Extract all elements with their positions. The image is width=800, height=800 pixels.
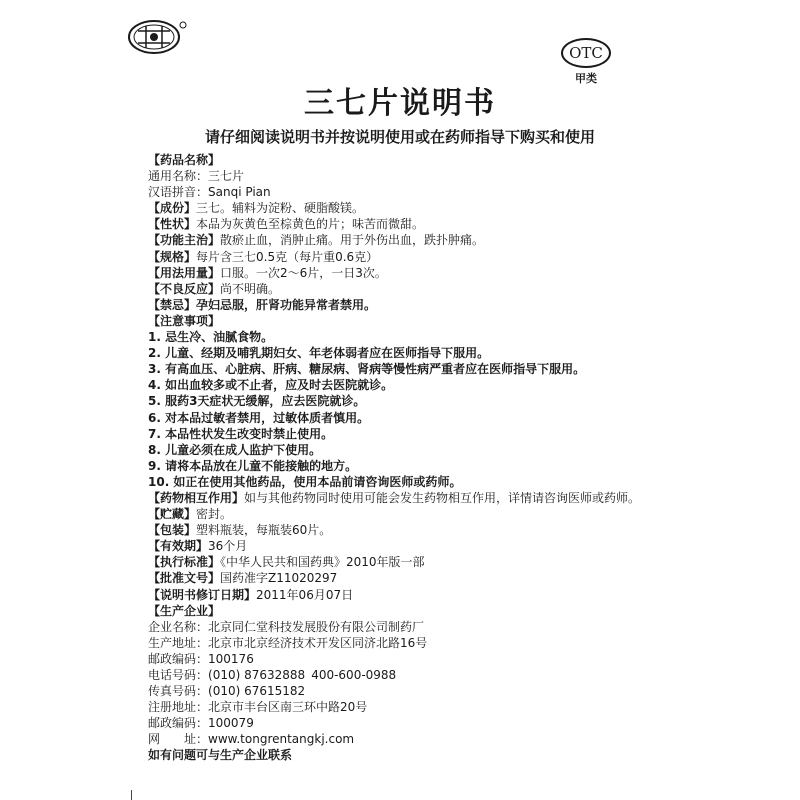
contact-note: 如有问题可与生产企业联系 [148,748,293,763]
precaution-item: 9. 请将本品放在儿童不能接触的地方。 [148,458,358,473]
scan-mark [131,790,132,800]
phone-row [148,667,648,683]
company-name-label: 企业名称： [148,619,209,634]
properties-text: 本品为灰黄色至棕黄色的片；味苦而微甜。 [196,217,425,232]
page-subtitle: 请仔细阅读说明书并按说明使用或在药师指导下购买和使用 [204,128,595,146]
pinyin-value: Sanqi Pian [208,185,271,200]
fax-label: 传真号码： [148,684,209,699]
precaution-item: 1. 忌生冷、油腻食物。 [148,330,274,345]
properties-row [148,216,648,232]
precaution-item: 2. 儿童、经期及哺乳期妇女、年老体弱者应在医师指导下服用。 [148,346,490,361]
storage-header: 【贮藏】 [148,507,197,522]
contraindications-text: 孕妇忌服，肝肾功能异常者禁用。 [196,297,377,312]
page-title: 三七片说明书 [304,86,496,121]
precaution-item: 8. 儿童必须在成人监护下使用。 [148,442,322,457]
package-row [148,522,648,538]
registered-address-value: 北京市丰台区南三环中路20号 [208,700,368,715]
generic-name-label: 通用名称： [148,169,209,184]
precaution-item: 3. 有高血压、心脏病、肝病、糖尿病、肾病等慢性病严重者应在医师指导下服用。 [148,362,586,377]
phone-label: 电话号码： [148,668,209,682]
registered-postcode-row [148,715,648,731]
production-address-row [148,635,648,651]
precaution-item: 5. 服药3天症状无缓解，应去医院就诊。 [148,394,366,409]
interactions-text: 如与其他药物同时使用可能会发生药物相互作用，详情请咨询医师或药师。 [244,490,641,505]
validity-text: 36个月 [208,539,248,554]
pinyin-row [148,184,648,200]
interactions-row [148,490,648,506]
contraindications-row [148,297,648,313]
website-label: 网 址： [148,732,209,747]
adverse-row [148,281,648,297]
phone-value: (010) 87632888 [208,668,306,682]
pinyin-label: 汉语拼音： [148,185,209,200]
adverse-text: 尚不明确。 [220,281,281,296]
leaflet-body [148,152,648,764]
interactions-header: 【药物相互作用】 [148,490,245,505]
generic-name-value: 三七片 [208,169,245,184]
registered-address-row [148,699,648,715]
package-text: 塑料瓶装，每瓶装60片。 [196,523,332,538]
company-name-value: 北京同仁堂科技发展股份有限公司制药厂 [208,619,425,634]
approval-row [148,570,648,586]
registered-postcode-label: 邮政编码： [148,716,209,731]
composition-text: 三七。辅料为淀粉、硬脂酸镁。 [196,201,365,216]
otc-class-label: 甲类 [575,72,597,85]
composition-row [148,200,648,216]
dosage-row [148,265,648,281]
revision-header: 【说明书修订日期】 [148,587,257,602]
approval-header: 【批准文号】 [148,571,221,586]
specification-header: 【规格】 [148,249,197,264]
manufacturer-header: 【生产企业】 [148,603,221,618]
indications-text: 散瘀止血，消肿止痛。用于外伤出血，跌扑肿痛。 [220,233,485,248]
production-address-label: 生产地址： [148,635,209,650]
fax-row [148,683,648,699]
precaution-item: 6. 对本品过敏者禁用，过敏体质者慎用。 [148,410,370,425]
validity-header: 【有效期】 [148,539,209,554]
revision-row [148,587,648,603]
postcode-label: 邮政编码： [148,651,209,666]
revision-text: 2011年06月07日 [256,587,354,602]
seal-logo-icon [126,18,190,56]
generic-name-row [148,168,648,184]
registered-address-label: 注册地址： [148,700,209,715]
registered-postcode-value: 100079 [208,716,254,731]
postcode-row [148,651,648,667]
storage-text: 密封。 [196,507,233,522]
standard-row [148,554,648,570]
precautions-header: 【注意事项】 [148,313,221,328]
precaution-item: 4. 如出血较多或不止者，应及时去医院就诊。 [148,378,394,393]
postcode-value: 100176 [208,651,254,666]
storage-row [148,506,648,522]
standard-header: 【执行标准】 [148,555,221,570]
specification-text: 每片含三七0.5克（每片重0.6克） [196,249,379,264]
indications-header: 【功能主治】 [148,233,221,248]
website-value: www.tongrentangkj.com [208,732,355,747]
otc-badge: OTC [561,38,611,68]
standard-text: 《中华人民共和国药典》2010年版一部 [220,555,425,570]
section-drug-name-header: 【药品名称】 [148,153,221,167]
composition-header: 【成份】 [148,201,197,216]
adverse-header: 【不良反应】 [148,281,221,296]
specification-row [148,249,648,265]
hotline-value: 400-600-0988 [311,668,397,682]
dosage-header: 【用法用量】 [148,265,221,280]
production-address-value: 北京市北京经济技术开发区同济北路16号 [208,635,428,650]
contraindications-header: 【禁忌】 [148,297,197,312]
dosage-text: 口服。一次2～6片，一日3次。 [220,265,387,280]
package-header: 【包装】 [148,523,197,538]
indications-row [148,232,648,248]
company-name-row [148,619,648,635]
approval-text: 国药准字Z11020297 [220,571,338,586]
properties-header: 【性状】 [148,217,197,232]
precaution-item: 10. 如正在使用其他药品，使用本品前请咨询医师或药师。 [148,474,462,489]
validity-row [148,538,648,554]
precaution-item: 7. 本品性状发生改变时禁止使用。 [148,426,334,441]
website-row [148,731,648,747]
fax-value: (010) 67615182 [208,684,306,699]
